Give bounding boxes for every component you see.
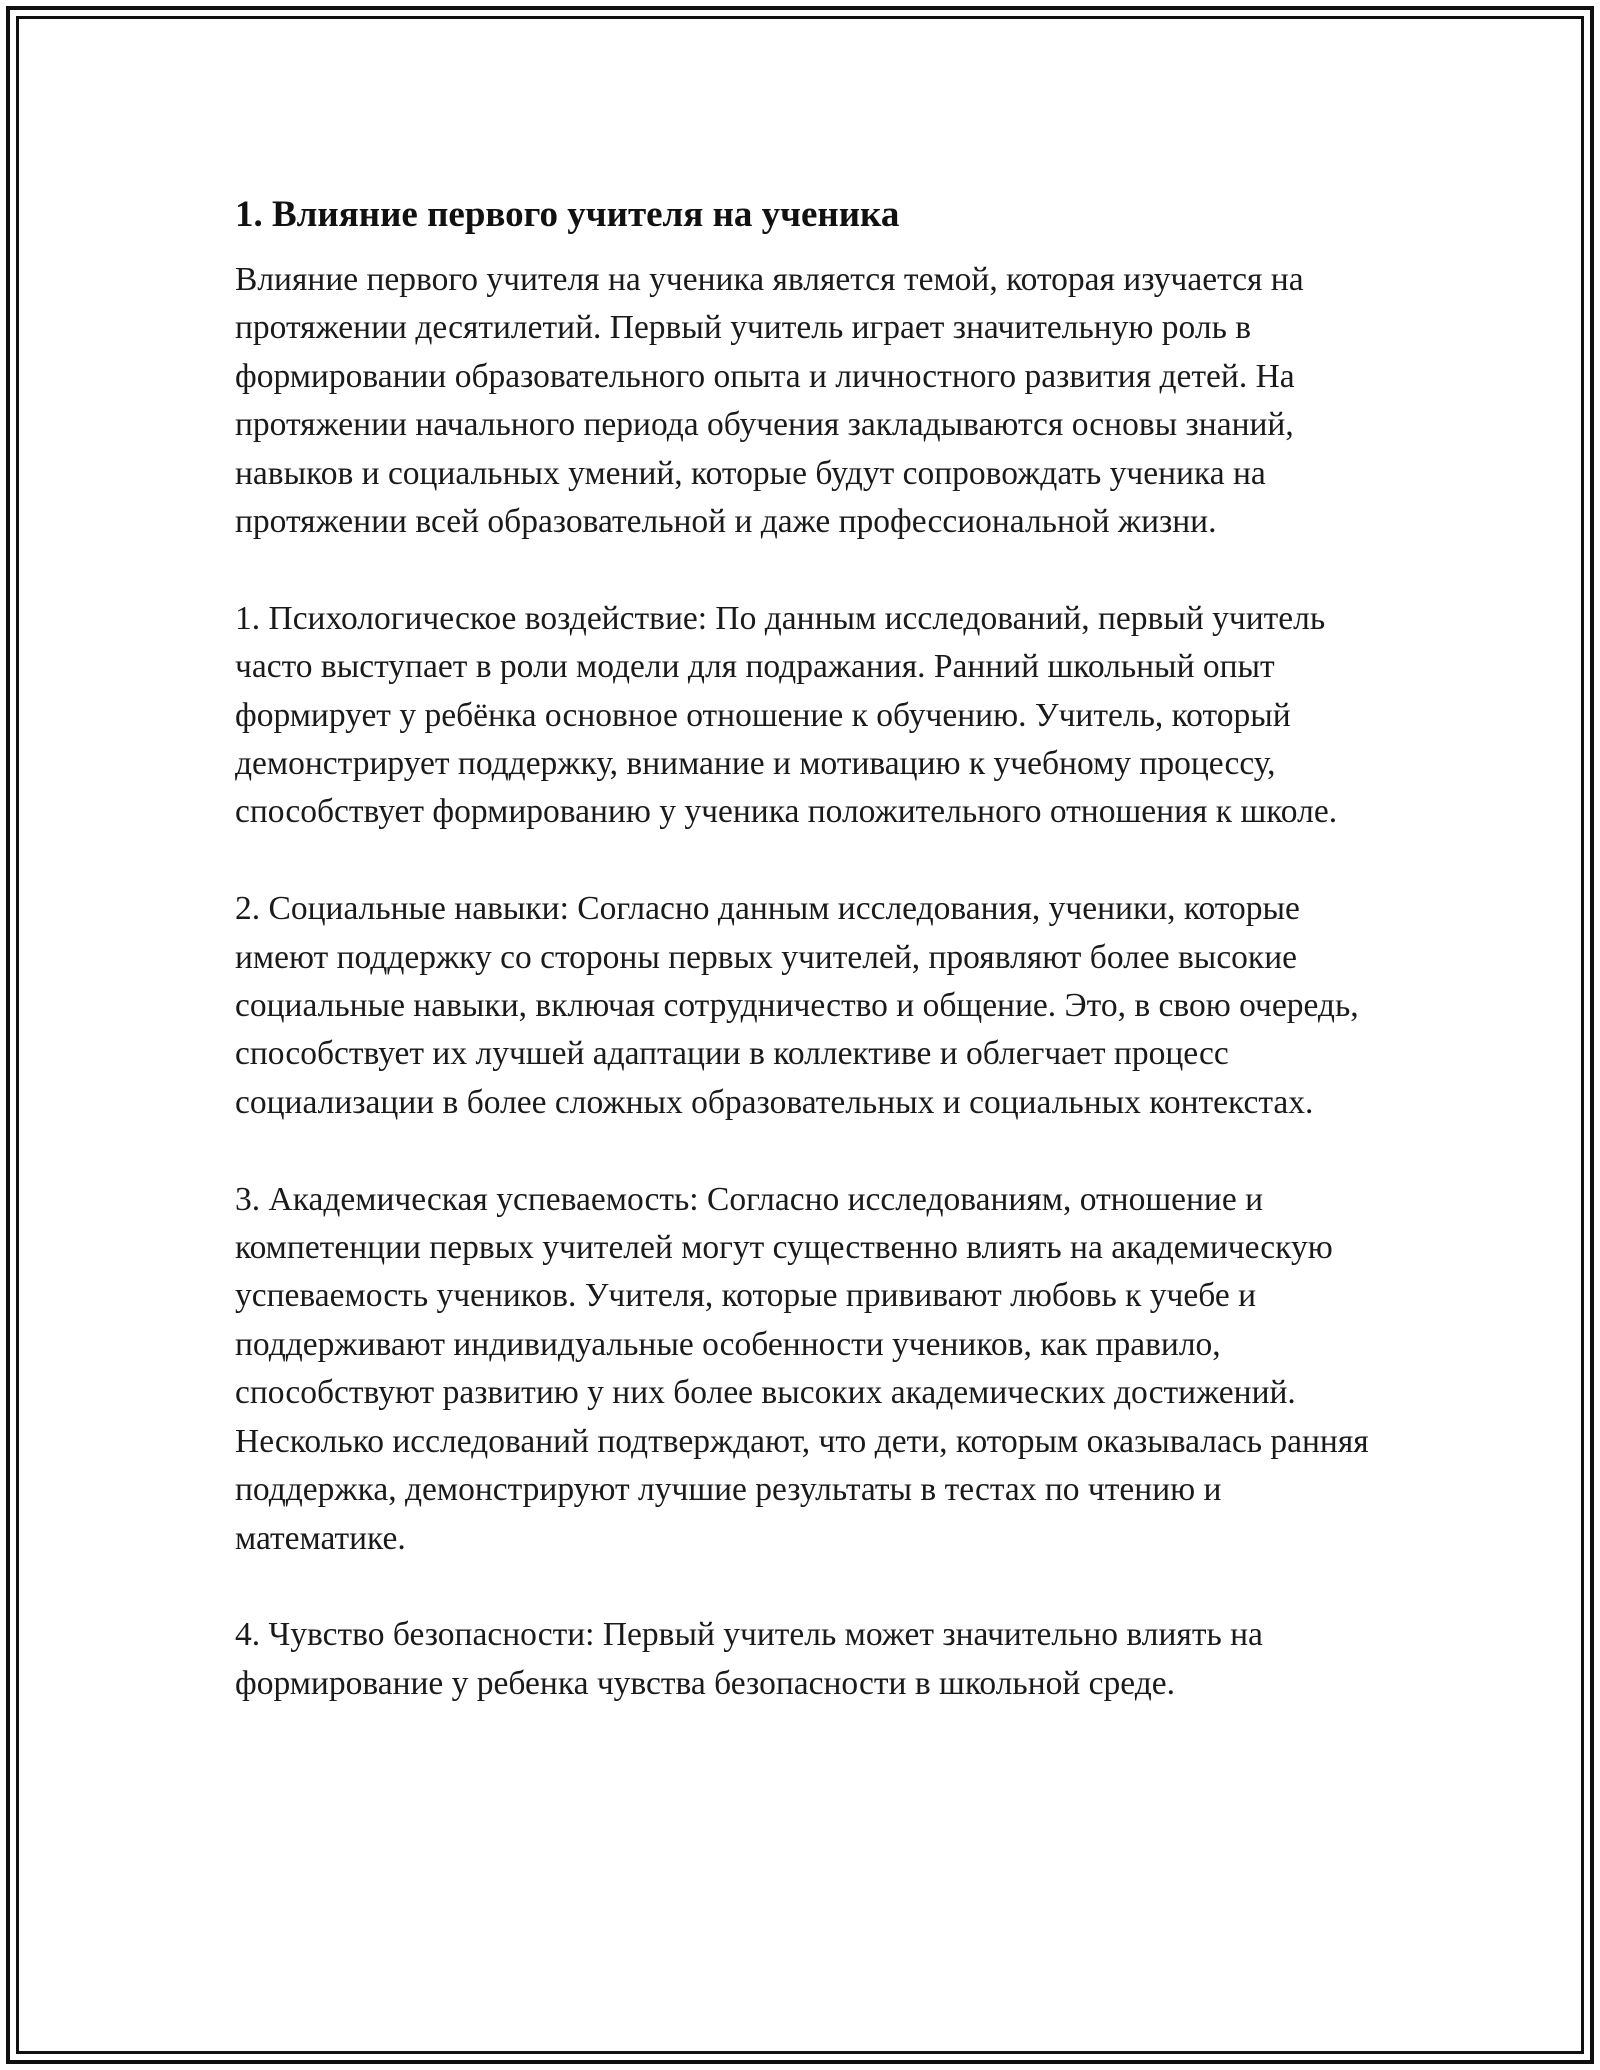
intro-paragraph: Влияние первого учителя на ученика является темой, которая изучается на протяжении десятилетий. Первый учитель играет значительную роль в формировании образовательного опыта и личностного развития детей. На протяжении начального периода обучения закладываются основы знаний, навыков и социальных умений, которые будут сопровождать ученика на протяжении всей образовательной и даже профессиональной жизни. xyxy=(235,261,1304,541)
paragraph-social-skills: 2. Социальные навыки: Согласно данным исследования, ученики, которые имеют поддержку со стороны первых учителей, проявляют более высокие социальные навыки, включая сотрудничество и общение. Это, в свою очередь, способствует их лучшей адаптации в коллективе и облегчает процесс социализации в более сложных образовательных и социальных контекстах. xyxy=(235,890,1359,1121)
page-title: 1. Влияние первого учителя на ученика xyxy=(235,194,900,235)
paragraph-psychological-impact: 1. Психологическое воздействие: По данным исследований, первый учитель часто выступает в роли модели для подражания. Ранний школьный опыт формирует у ребёнка основное отношение к обучению. Учитель, который демонстрирует поддержку, внимание и мотивацию к учебному процессу, способствует формированию у ученика положительного отношения к школе. xyxy=(235,599,1338,831)
document-body xyxy=(235,186,1375,1708)
paragraph-sense-of-safety: 4. Чувство безопасности: Первый учитель может значительно влиять на формирование у ребенка чувства безопасности в школьной среде. xyxy=(235,1616,1263,1702)
paragraph-academic-performance: 3. Академическая успеваемость: Согласно исследованиям, отношение и компетенции первых учителей могут существенно влиять на академическую успеваемость учеников. Учителя, которые прививают любовь к учебе и поддерживают индивидуальные особенности учеников, как правило, способствуют развитию у них более высоких академических достижений. Несколько исследований подтверждают, что дети, которым оказывалась ранняя поддержка, демонстрируют лучшие результаты в тестах по чтению и математике. xyxy=(235,1180,1369,1557)
